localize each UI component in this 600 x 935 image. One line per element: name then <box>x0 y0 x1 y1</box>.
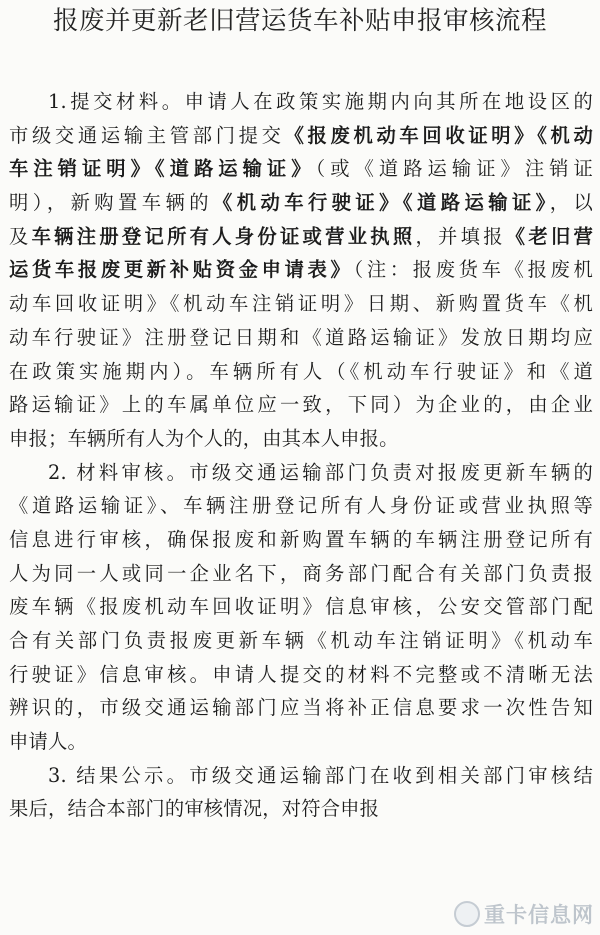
text-line: 人为同一人或同一企业名下，商务部门配合有关部门负责报 <box>9 561 593 585</box>
text-line: 废车辆《报废机动车回收证明》信息审核，公安交管部门配 <box>9 595 593 619</box>
bold-text: 《老旧营 <box>505 224 594 248</box>
text-line: 在政策实施期内）。车辆所有人（《机动车行驶证》和《道 <box>9 359 593 383</box>
text-line: 辨识的，市级交通运输部门应当将补正信息要求一次性告知 <box>9 696 593 720</box>
watermark-text: 重卡信息网 <box>484 903 594 927</box>
text-line: 1.提交材料。申请人在政策实施期内向其所在地设区的 <box>48 90 593 113</box>
text-line: 动车回收证明》《机动车注销证明》日期、新购置货车《机 <box>9 292 593 316</box>
text-line: 果后，结合本部门的审核情况，对符合申报 <box>9 797 380 821</box>
text-line: 明），新购置车辆的《机动车行驶证》《道路运输证》，以 <box>9 191 593 215</box>
bold-text: 车注销证明》《道路运输证》 <box>9 157 316 181</box>
text-line: 行驶证》信息审核。申请人提交的材料不完整或不清晰无法 <box>9 662 593 686</box>
bold-text: 车辆注册登记所有人身份证或营业执照 <box>31 224 416 248</box>
bold-text: 《机动车行驶证》《道路运输证》 <box>213 191 550 215</box>
text-line: 运货车报废更新补贴资金申请表》（注：报废货车《报废机 <box>9 258 593 282</box>
text-line: 《道路运输证》、车辆注册登记所有人身份证或营业执照等 <box>9 494 593 518</box>
text-line: 车注销证明》《道路运输证》（或《道路运输证》注销证 <box>9 157 593 181</box>
text-line: 动车行驶证》注册登记日期和《道路运输证》发放日期均应 <box>9 325 593 349</box>
text-line: 3. 结果公示。市级交通运输部门在收到相关部门审核结 <box>48 763 593 787</box>
text-line: 合有关部门负责报废更新车辆《机动车注销证明》《机动车 <box>9 629 593 652</box>
text-line: 路运输证》上的车属单位应一致，下同）为企业的，由企业 <box>9 393 593 417</box>
bold-text: 运货车报废更新补贴资金申请表》 <box>9 258 354 282</box>
text-line: 2. 材料审核。市级交通运输部门负责对报废更新车辆的 <box>48 460 593 484</box>
watermark <box>454 899 594 929</box>
text-line: 信息进行审核，确保报废和新购置车辆的车辆注册登记所有 <box>9 527 593 551</box>
text-line: 及车辆注册登记所有人身份证或营业执照，并填报《老旧营 <box>9 224 594 248</box>
document-title: 报废并更新老旧营运货车补贴申报审核流程 <box>52 6 547 36</box>
text-line: 申报；车辆所有人为个人的，由其本人申报。 <box>9 426 399 450</box>
document-body <box>9 85 593 826</box>
text-line: 市级交通运输主管部门提交《报废机动车回收证明》《机动 <box>9 123 593 147</box>
logo-icon <box>454 901 480 927</box>
bold-text: 《报废机动车回收证明》《机动 <box>284 123 593 147</box>
text-line: 申请人。 <box>9 730 87 754</box>
